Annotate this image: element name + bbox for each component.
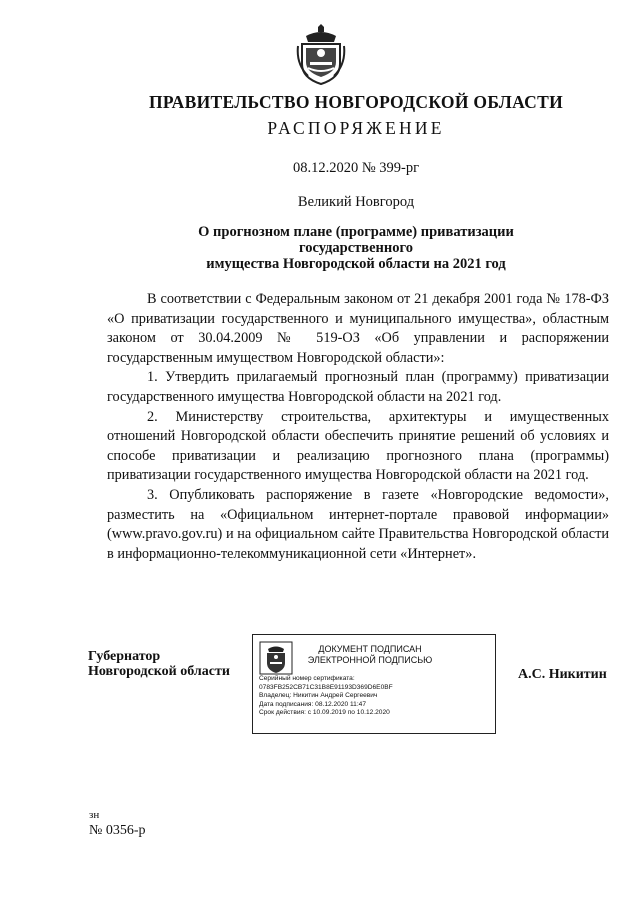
document-type: РАСПОРЯЖЕНИЕ (267, 118, 445, 138)
signer-position-line-1: Губернатор (88, 649, 161, 664)
item-2-paragraph: 2. Министерству строительства, архитектуры и имущественных отношений Новгородской области обеспечить принятие решений об условиях и способе приватизации и реализацию прогнозного плана (программы) приватизации государственного имущества Новгородской области на 2021 год. (107, 408, 609, 484)
item-3-paragraph: 3. Опубликовать распоряжение в газете «Новгородские ведомости», разместить на «Официальном интернет-портале правовой информации» (www.pravo.gov.ru) и на официальном сайте Правительства Новгородской области в информационно-телекоммуникационной сети «Интернет». (107, 486, 609, 562)
stamp-validity: Срок действия: с 10.09.2019 по 10.12.2020 (259, 709, 390, 717)
coat-of-arms-seal-icon (259, 641, 293, 675)
stamp-serial-label: Серийный номер сертификата: (259, 675, 355, 682)
document-city: Великий Новгород (297, 194, 415, 210)
executor-initials: зн (89, 809, 100, 821)
novgorod-coat-of-arms-icon (296, 22, 346, 86)
coat-of-arms-emblem (296, 22, 346, 86)
item-1-paragraph: 1. Утвердить прилагаемый прогнозный план (программу) приватизации государственного имущества Новгородской области на 2021 год. (107, 369, 609, 405)
signer-position (88, 649, 230, 679)
document-date-number: 08.12.2020 № 399-рг (292, 160, 420, 176)
stamp-serial-number: 0783FB252CB71C31B8E91193D369D6E0BF (259, 683, 393, 691)
stamp-heading-line-2: ЭЛЕКТРОННОЙ ПОДПИСЬЮ (307, 655, 433, 665)
government-title: ПРАВИТЕЛЬСТВО НОВГОРОДСКОЙ ОБЛАСТИ (149, 92, 563, 112)
document-footer (89, 809, 146, 839)
electronic-signature-stamp (252, 634, 496, 734)
document-body (107, 290, 609, 564)
stamp-heading (295, 644, 445, 666)
document-subject (140, 224, 572, 272)
preamble-paragraph: В соответствии с Федеральным законом от 21 декабря 2001 года № 178-ФЗ «О приватизации государственного и муниципального имущества», областным законом от 30.04.2009 № 519-ОЗ «Об управлении и распоряжении государственным имуществом Новгородской области»: (107, 291, 609, 366)
signer-name: А.С. Никитин (518, 667, 607, 682)
signer-position-line-2: Новгородской области (88, 664, 230, 679)
stamp-signed-date: Дата подписания: 08.12.2020 11:47 (259, 700, 366, 708)
subject-line-2: имущества Новгородской области на 2021 год (206, 256, 506, 272)
stamp-owner: Владелец: Никитин Андрей Сергеевич (259, 692, 378, 700)
stamp-heading-line-1: ДОКУМЕНТ ПОДПИСАН (318, 644, 422, 654)
stamp-details (259, 675, 491, 718)
subject-line-1: О прогнозном плане (программе) приватизации государственного (198, 224, 514, 256)
registration-number: № 0356-р (89, 823, 146, 838)
